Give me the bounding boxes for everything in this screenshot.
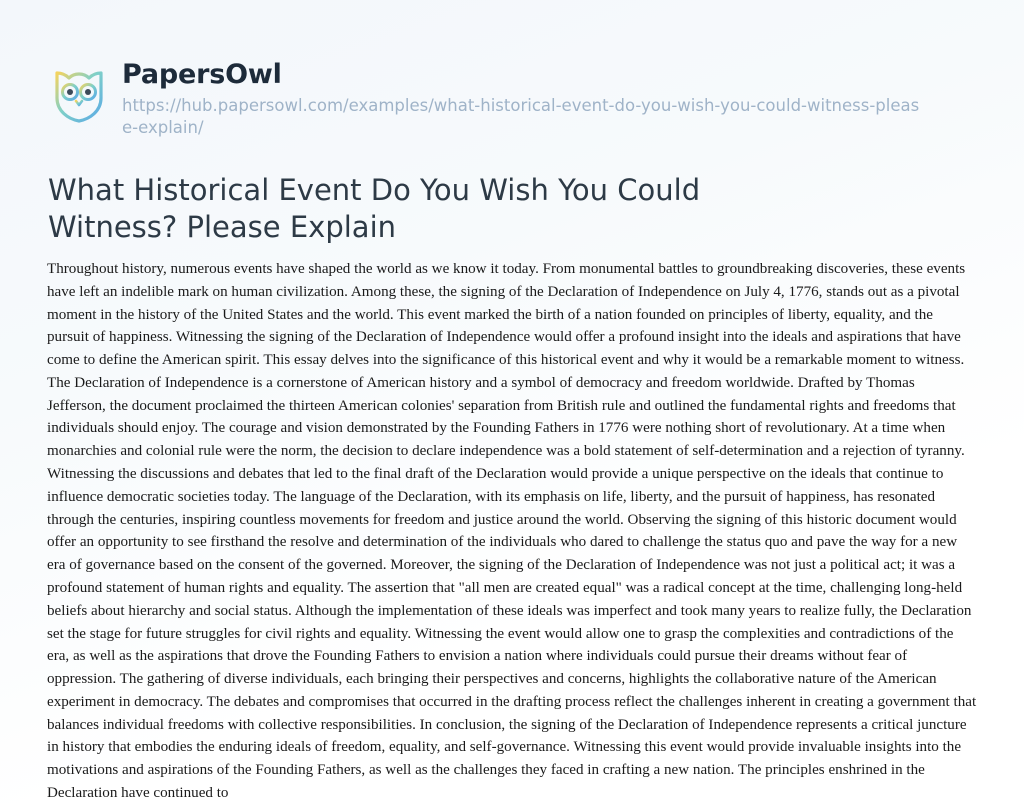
article-body [47,258,977,805]
brand-name: PapersOwl [122,59,282,90]
source-url[interactable]: https://hub.papersowl.com/examples/what-historical-event-do-you-wish-you-could-witness-please-explain/ [122,95,920,137]
brand-block [122,60,978,139]
article-paragraph: Throughout history, numerous events have shaped the world as we know it today. From monumental battles to groundbreaking discoveries, these events have left an indelible mark on human civilization. Among these, the signing of the Declaration of Independence on July 4, 1776, stands out as a pivotal moment in the history of the United States and the world. This event marked the birth of a nation founded on principles of liberty, equality, and the pursuit of happiness. Witnessing the signing of the Declaration of Independence would offer a profound insight into the ideals and aspirations that have come to define the American spirit. This essay delves into the significance of this historical event and why it would be a remarkable moment to witness. The Declaration of Independence is a cornerstone of American history and a symbol of democracy and freedom worldwide. Drafted by Thomas Jefferson, the document proclaimed the thirteen American colonies' separation from British rule and outlined the fundamental rights and freedoms that individuals should enjoy. The courage and vision demonstrated by the Founding Fathers in 1776 were nothing short of revolutionary. At a time when monarchies and colonial rule were the norm, the decision to declare independence was a bold statement of self-determination and a rejection of tyranny. Witnessing the discussions and debates that led to the final draft of the Declaration would provide a unique perspective on the ideals that continue to influence democratic societies today. The language of the Declaration, with its emphasis on life, liberty, and the pursuit of happiness, has resonated through the centuries, inspiring countless movements for freedom and justice around the world. Observing the signing of this historic document would offer an opportunity to see firsthand the resolve and determination of the individuals who dared to challenge the status quo and pave the way for a new era of governance based on the consent of the governed. Moreover, the signing of the Declaration of Independence was not just a political act; it was a profound statement of human rights and equality. The assertion that "all men are created equal" was a radical concept at the time, challenging long-held beliefs about hierarchy and social status. Although the implementation of these ideals was imperfect and took many years to realize fully, the Declaration set the stage for future struggles for civil rights and equality. Witnessing the event would allow one to grasp the complexities and contradictions of the era, as well as the aspirations that drove the Founding Fathers to envision a nation where individuals could pursue their dreams without fear of oppression. The gathering of diverse individuals, each bringing their perspectives and concerns, highlights the collaborative nature of the American experiment in democracy. The debates and compromises that occurred in the drafting process reflect the challenges inherent in creating a government that balances individual freedoms with collective responsibilities. In conclusion, the signing of the Declaration of Independence represents a critical juncture in history that embodies the enduring ideals of freedom, equality, and self-governance. Witnessing this event would provide invaluable insights into the motivations and aspirations of the Founding Fathers, as well as the challenges they faced in crafting a new nation. The principles enshrined in the Declaration have continued to [47,261,977,801]
document-header [48,60,978,139]
page-title: What Historical Event Do You Wish You Could Witness? Please Explain [48,173,701,244]
owl-logo-icon [48,64,110,126]
